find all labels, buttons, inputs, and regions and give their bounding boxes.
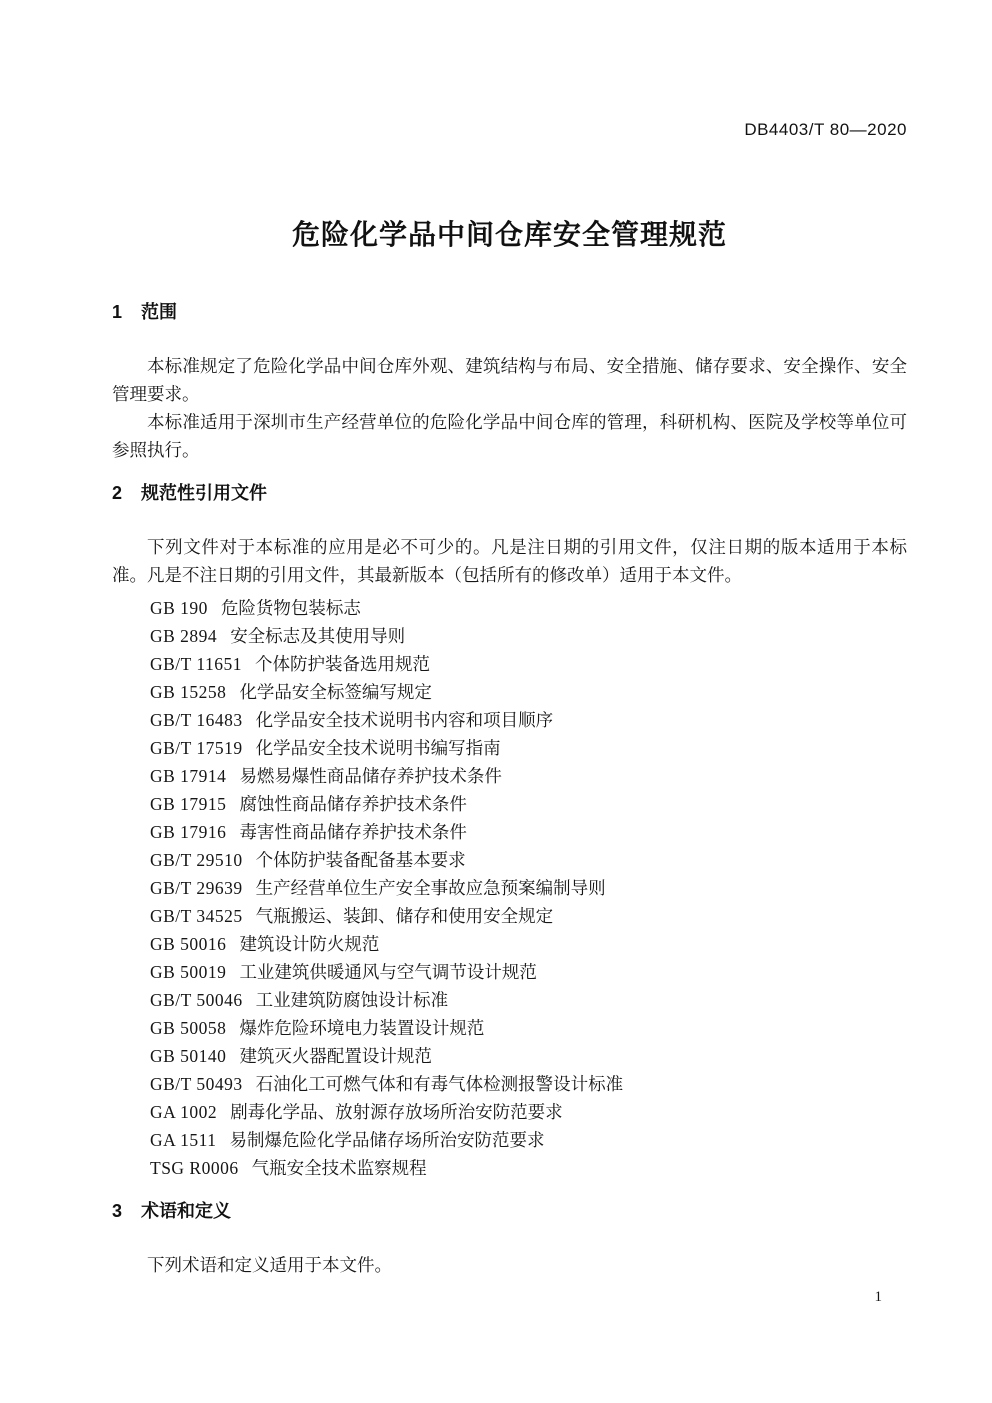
page-number: 1 (874, 1289, 882, 1305)
section-number: 1 (112, 302, 123, 322)
doc-title: 危险化学品中间仓库安全管理规范 (291, 219, 727, 250)
reference-title: 化学品安全标签编写规定 (239, 682, 432, 702)
reference-item (150, 986, 907, 1014)
reference-title: 危险货物包装标志 (220, 598, 361, 618)
reference-code: GA 1002 (150, 1102, 218, 1122)
section-terms-definitions (112, 1199, 907, 1279)
reference-item (150, 1014, 907, 1042)
reference-code: GB/T 29510 (150, 850, 243, 870)
reference-title: 化学品安全技术说明书编写指南 (255, 738, 501, 758)
reference-title: 工业建筑防腐蚀设计标准 (255, 990, 449, 1010)
reference-code: GB 50140 (150, 1046, 227, 1066)
reference-item (150, 1042, 907, 1070)
section-number: 2 (112, 483, 123, 503)
reference-code: GB 2894 (150, 626, 218, 646)
paragraph: 本标准适用于深圳市生产经营单位的危险化学品中间仓库的管理，科研机构、医院及学校等单位可参照执行。 (112, 412, 907, 460)
reference-item (150, 930, 907, 958)
reference-code: GB/T 17519 (150, 738, 243, 758)
reference-title: 剧毒化学品、放射源存放场所治安防范要求 (230, 1102, 563, 1122)
paragraph: 下列术语和定义适用于本文件。 (147, 1255, 392, 1275)
reference-item (150, 762, 907, 790)
reference-item (150, 790, 907, 818)
reference-code: GA 1511 (150, 1130, 217, 1150)
reference-item (150, 594, 907, 622)
reference-title: 化学品安全技术说明书内容和项目顺序 (255, 710, 554, 730)
reference-item (150, 1154, 907, 1182)
reference-code: GB 17916 (150, 822, 227, 842)
section-heading (112, 300, 907, 324)
reference-code: GB 15258 (150, 682, 227, 702)
reference-item (150, 818, 907, 846)
reference-item (150, 958, 907, 986)
section-heading-text: 范围 (141, 302, 178, 322)
reference-item (150, 1126, 907, 1154)
section-heading (112, 481, 907, 505)
reference-item (150, 706, 907, 734)
reference-code: GB 50016 (150, 934, 227, 954)
section-normative-references (112, 481, 907, 1182)
reference-title: 个体防护装备选用规范 (255, 654, 431, 674)
reference-item (150, 1098, 907, 1126)
reference-item (150, 846, 907, 874)
reference-item (150, 902, 907, 930)
reference-title: 石油化工可燃气体和有毒气体检测报警设计标准 (255, 1074, 624, 1094)
reference-item (150, 678, 907, 706)
reference-title: 安全标志及其使用导则 (230, 626, 406, 646)
reference-code: TSG R0006 (150, 1158, 239, 1178)
section-heading-text: 规范性引用文件 (141, 483, 268, 503)
reference-item (150, 1070, 907, 1098)
paragraph: 下列文件对于本标准的应用是必不可少的。凡是注日期的引用文件，仅注日期的版本适用于本标准。凡是不注日期的引用文件，其最新版本（包括所有的修改单）适用于本文件。 (112, 537, 907, 585)
reference-title: 工业建筑供暖通风与空气调节设计规范 (239, 962, 537, 982)
reference-code: GB/T 29639 (150, 878, 243, 898)
reference-code: GB 17914 (150, 766, 227, 786)
doc-standard-number: DB4403/T 80—2020 (744, 120, 907, 139)
reference-code: GB 50058 (150, 1018, 227, 1038)
reference-item (150, 622, 907, 650)
section-heading (112, 1199, 907, 1223)
paragraph: 本标准规定了危险化学品中间仓库外观、建筑结构与布局、安全措施、储存要求、安全操作、安全管理要求。 (112, 356, 907, 404)
reference-title: 易燃易爆性商品储存养护技术条件 (239, 766, 502, 786)
section-scope (112, 300, 907, 464)
reference-code: GB 17915 (150, 794, 227, 814)
reference-title: 生产经营单位生产安全事故应急预案编制导则 (255, 878, 606, 898)
reference-item (150, 874, 907, 902)
reference-title: 气瓶搬运、装卸、储存和使用安全规定 (255, 906, 554, 926)
reference-code: GB/T 34525 (150, 906, 243, 926)
reference-title: 建筑灭火器配置设计规范 (239, 1046, 432, 1066)
section-number: 3 (112, 1201, 123, 1221)
reference-item (150, 650, 907, 678)
reference-title: 毒害性商品储存养护技术条件 (239, 822, 467, 842)
reference-list (112, 594, 907, 1182)
reference-code: GB/T 11651 (150, 654, 243, 674)
reference-item (150, 734, 907, 762)
reference-code: GB/T 50046 (150, 990, 243, 1010)
reference-title: 腐蚀性商品储存养护技术条件 (239, 794, 467, 814)
reference-title: 个体防护装备配备基本要求 (255, 850, 466, 870)
reference-title: 易制爆危险化学品储存场所治安防范要求 (229, 1130, 545, 1150)
reference-title: 气瓶安全技术监察规程 (251, 1158, 427, 1178)
reference-code: GB/T 50493 (150, 1074, 243, 1094)
reference-code: GB/T 16483 (150, 710, 243, 730)
reference-code: GB 50019 (150, 962, 227, 982)
reference-title: 建筑设计防火规范 (239, 934, 380, 954)
section-heading-text: 术语和定义 (141, 1201, 232, 1221)
reference-title: 爆炸危险环境电力装置设计规范 (239, 1018, 485, 1038)
reference-code: GB 190 (150, 598, 208, 618)
